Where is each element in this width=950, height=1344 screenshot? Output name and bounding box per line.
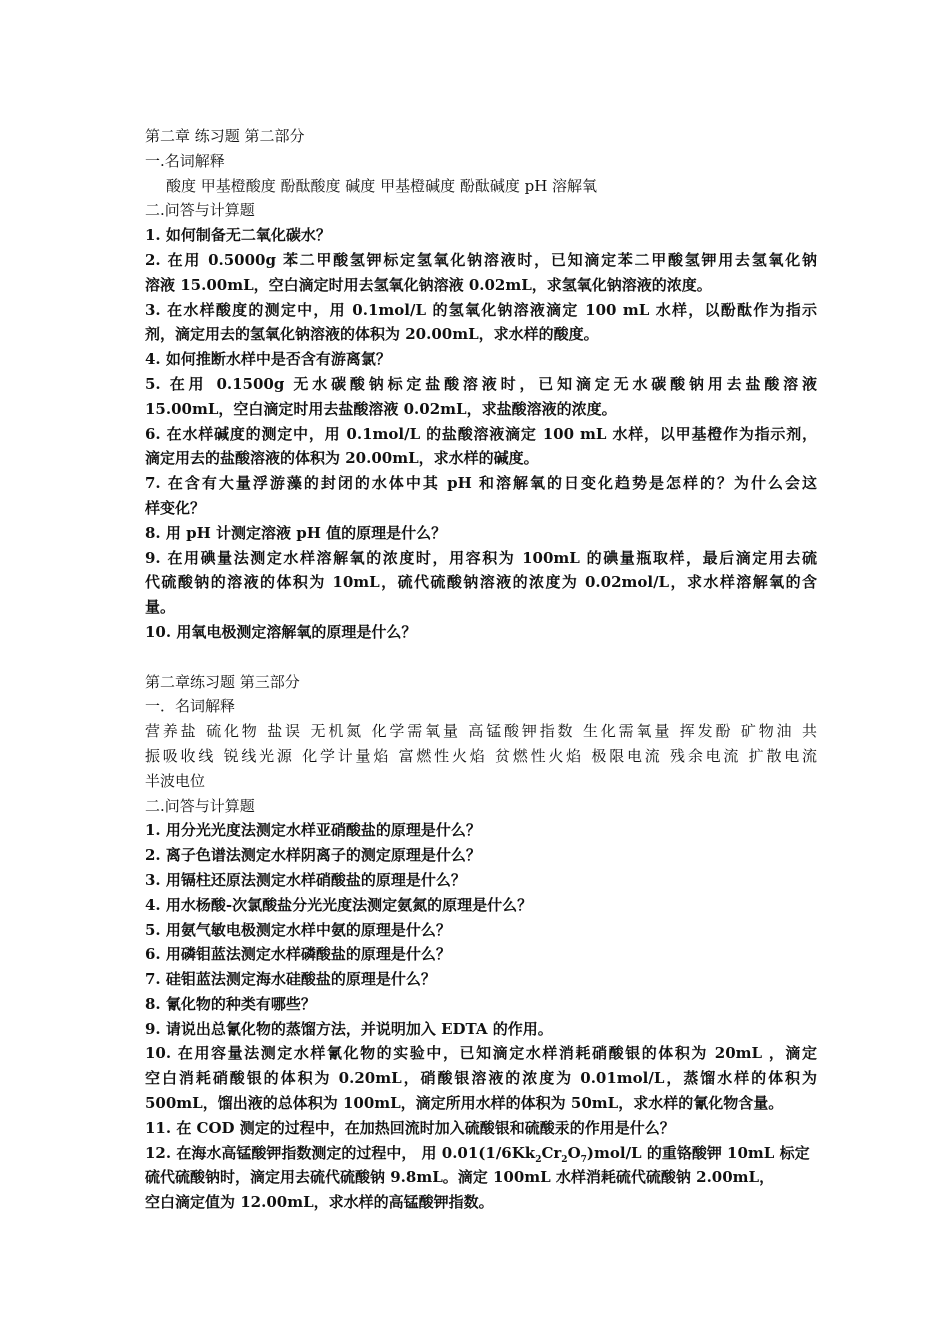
q12-text-mid2: O — [567, 1143, 581, 1162]
part3-question-4: 4. 用水杨酸-次氯酸盐分光光度法测定氨氮的原理是什么？ — [145, 895, 533, 914]
q12-text-mid: Cr — [541, 1143, 562, 1162]
part2-title: 第二章 练习题 第二部分 — [145, 127, 305, 145]
part3-question-5: 5. 用氨气敏电极测定水样中氨的原理是什么？ — [145, 920, 451, 939]
part2-question-2-line-2: 溶液 15.00mL，空白滴定时用去氢氧化钠溶液 0.02mL，求氢氧化钠溶液的浓度。 — [145, 275, 712, 294]
document-page — [145, 124, 817, 1215]
part3-terms-line-2: 振吸收线 锐线光源 化学计量焰 富燃性火焰 贫燃性火焰 极限电流 残余电流 扩散电流 — [145, 746, 817, 765]
part2-question-6-line-2: 滴定用去的盐酸溶液的体积为 20.00mL，求水样的碱度。 — [145, 449, 539, 468]
part2-question-2-line-1: 2. 在用 0.5000g 苯二甲酸氢钾标定氢氧化钠溶液时，已知滴定苯二甲酸氢钾用去氢氧化钠 — [145, 250, 817, 269]
part2-question-7-line-1: 7. 在含有大量浮游藻的封闭的水体中其 pH 和溶解氧的日变化趋势是怎样的？为什么会这 — [145, 474, 817, 493]
part3-question-10-line-1: 10. 在用容量法测定水样氰化物的实验中，已知滴定水样消耗硝酸银的体积为 20mL ，滴定 — [145, 1044, 817, 1063]
part2-question-6-line-1: 6. 在水样碱度的测定中，用 0.1mol/L 的盐酸溶液滴定 100 mL 水样，以甲基橙作为指示剂， — [145, 424, 817, 443]
part2-question-1: 1. 如何制备无二氧化碳水？ — [145, 226, 331, 245]
part2-question-3-line-2: 剂，滴定用去的氢氧化钠溶液的体积为 20.00mL，求水样的酸度。 — [145, 325, 599, 344]
part3-section1-heading: 一．名词解释 — [145, 697, 236, 716]
part3-question-3: 3. 用镉柱还原法测定水样硝酸盐的原理是什么？ — [145, 870, 466, 889]
part2-question-3-line-1: 3. 在水样酸度的测定中，用 0.1mol/L 的氢氧化钠溶液滴定 100 mL 水样，以酚酞作为指示 — [145, 300, 817, 319]
q12-subscript-1: 2 — [535, 1154, 542, 1165]
part2-question-4: 4. 如何推断水样中是否含有游离氯？ — [145, 350, 391, 369]
part2-section1-heading: 一.名词解释 — [145, 151, 225, 170]
part2-question-9-line-2: 代硫酸钠的溶液的体积为 10mL，硫代硫酸钠溶液的浓度为 0.02mol/L，求水样溶解氧的含 — [145, 573, 817, 592]
part2-terms: 酸度 甲基橙酸度 酚酞酸度 碱度 甲基橙碱度 酚酞碱度 pH 溶解氧 — [166, 176, 598, 195]
part3-terms-line-3: 半波电位 — [145, 771, 206, 790]
q12-text-post: )mol/L 的重铬酸钾 10mL 标定 — [586, 1143, 810, 1162]
part3-question-10-line-2: 空白消耗硝酸银的体积为 0.20mL，硝酸银溶液的浓度为 0.01mol/L，蒸馏水样的体积为 — [145, 1069, 817, 1088]
q12-subscript-3: 7 — [580, 1154, 587, 1165]
part3-question-9: 9. 请说出总氰化物的蒸馏方法，并说明加入 EDTA 的作用。 — [145, 1019, 553, 1038]
part2-question-7-line-2: 样变化？ — [145, 498, 206, 517]
q12-text-pre: 12. 在海水高锰酸钾指数测定的过程中， 用 0.01(1/6Kk — [145, 1143, 536, 1162]
part3-question-12-line-3: 空白滴定值为 12.00mL，求水样的高锰酸钾指数。 — [145, 1193, 494, 1212]
part3-question-1: 1. 用分光光度法测定水样亚硝酸盐的原理是什么？ — [145, 821, 481, 840]
part3-title: 第二章练习题 第三部分 — [145, 672, 300, 691]
part3-question-12-line-1 — [145, 1141, 817, 1166]
part3-question-2: 2. 离子色谱法测定水样阴离子的测定原理是什么？ — [145, 846, 481, 865]
part2-question-8: 8. 用 pH 计测定溶液 pH 值的原理是什么？ — [145, 523, 447, 542]
part2-question-10: 10. 用氧电极测定溶解氧的原理是什么？ — [145, 622, 417, 641]
part3-question-6: 6. 用磷钼蓝法测定水样磷酸盐的原理是什么？ — [145, 945, 451, 964]
part2-section2-heading: 二.问答与计算题 — [145, 201, 255, 220]
part3-terms-line-1: 营养盐 硫化物 盐误 无机氮 化学需氧量 高锰酸钾指数 生化需氧量 挥发酚 矿物油 共 — [145, 722, 817, 741]
part2-question-5-line-1: 5. 在用 0.1500g 无水碳酸钠标定盐酸溶液时，已知滴定无水碳酸钠用去盐酸溶液 — [145, 374, 817, 393]
part3-question-8: 8. 氰化物的种类有哪些？ — [145, 994, 316, 1013]
part3-question-11: 11. 在 COD 测定的过程中，在加热回流时加入硫酸银和硫酸汞的作用是什么？ — [145, 1118, 675, 1137]
part2-question-9-line-1: 9. 在用碘量法测定水样溶解氧的浓度时，用容积为 100mL 的碘量瓶取样，最后滴定用去硫 — [145, 548, 817, 567]
part3-question-10-line-3: 500mL，馏出液的总体积为 100mL，滴定所用水样的体积为 50mL，求水样的氰化物含量。 — [145, 1094, 784, 1113]
part2-question-5-line-2: 15.00mL，空白滴定时用去盐酸溶液 0.02mL，求盐酸溶液的浓度。 — [145, 399, 617, 418]
part2-question-9-line-3: 量。 — [145, 598, 176, 617]
part3-question-7: 7. 硅钼蓝法测定海水硅酸盐的原理是什么？ — [145, 970, 436, 989]
part3-section2-heading: 二.问答与计算题 — [145, 796, 255, 815]
q12-subscript-2: 2 — [561, 1154, 568, 1165]
section-spacer — [145, 645, 817, 670]
part3-question-12-line-2: 硫代硫酸钠时，滴定用去硫代硫酸钠 9.8mL。滴定 100mL 水样消耗硫代硫酸钠 2.00mL， — [145, 1168, 775, 1187]
